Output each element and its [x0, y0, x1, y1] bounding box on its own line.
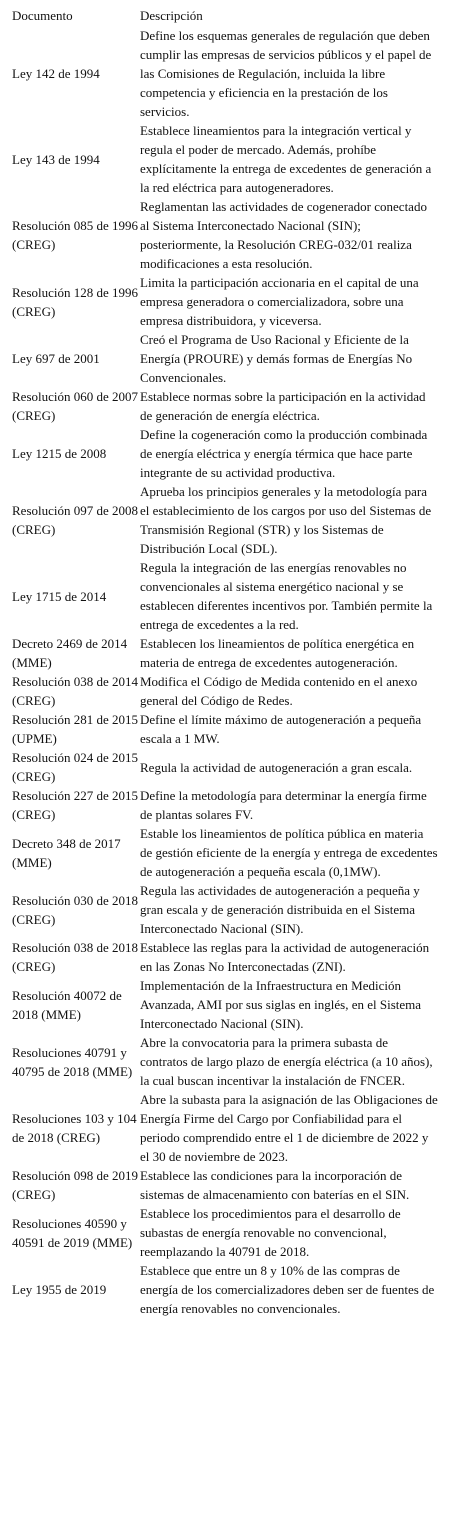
row-description: Establece las reglas para la actividad de autogeneración en las Zonas No Interconectadas (ZNI).: [140, 940, 430, 974]
row-description: Define la cogeneración como la producción combinada de energía eléctrica y energía térmica que hace parte integrante de su actividad productiva.: [140, 427, 428, 480]
row-description: Establece las condiciones para la incorporación de sistemas de almacenamiento con baterías en el SIN.: [140, 1168, 410, 1202]
table-row: [0, 1033, 450, 1090]
row-document: Decreto 2469 de 2014 (MME): [12, 636, 128, 670]
table-row: [0, 634, 450, 672]
row-description: Creó el Programa de Uso Racional y Eficiente de la Energía (PROURE) y demás formas de Energías No Convencionales.: [140, 332, 413, 385]
row-description: Limita la participación accionaria en el capital de una empresa generadora o comercializadora, sobre una empresa distribuidora, y viceversa.: [140, 275, 419, 328]
row-description: Define los esquemas generales de regulación que deben cumplir las empresas de servicios públicos y el papel de las Comisiones de Regulación, incluida la libre competencia y eficiencia en la prestación de los servicios.: [140, 28, 432, 119]
row-description: Modifica el Código de Medida contenido en el anexo general del Código de Redes.: [140, 674, 418, 708]
row-document: Ley 143 de 1994: [12, 151, 100, 167]
table-body: [0, 26, 450, 1318]
table-row: [0, 938, 450, 976]
row-document: Resolución 030 de 2018 (CREG): [12, 892, 139, 927]
row-description: Define el límite máximo de autogeneración a pequeña escala a 1 MW.: [140, 712, 422, 746]
table-row: [0, 976, 450, 1033]
row-description: Establece lineamientos para la integración vertical y regula el poder de mercado. Además, prohíbe explícitamente la entrega de excedentes de generación a la red eléctrica para autogeneradores.: [140, 123, 432, 195]
row-document: Ley 1955 de 2019: [12, 1282, 107, 1297]
row-document: Resolución 060 de 2007 (CREG): [12, 389, 139, 423]
row-document: Ley 1215 de 2008: [12, 446, 107, 461]
row-document: Ley 142 de 1994: [12, 66, 100, 81]
row-description: Establecen los lineamientos de política energética en materia de entrega de excedentes autogeneración.: [140, 636, 415, 670]
table-row: [0, 881, 450, 938]
row-document: Ley 1715 de 2014: [12, 588, 107, 604]
table-row: [0, 1204, 450, 1261]
row-description: Define la metodología para determinar la energía firme de plantas solares FV.: [140, 788, 427, 822]
table-row: [0, 748, 450, 786]
row-document: Resoluciones 40590 y 40591 de 2019 (MME): [12, 1215, 133, 1250]
row-document: Resolución 128 de 1996 (CREG): [12, 284, 139, 319]
row-document: Resoluciones 40791 y 40795 de 2018 (MME): [12, 1044, 133, 1079]
table-row: [0, 26, 450, 121]
row-description: Regula las actividades de autogeneración a pequeña y gran escala y de generación distribuida en el Sistema Interconectado Nacional (SIN).: [140, 883, 420, 936]
table-row: [0, 672, 450, 710]
table-row: [0, 197, 450, 273]
table-row: [0, 786, 450, 824]
table-row: [0, 1166, 450, 1204]
header-description: Descripción: [140, 8, 203, 23]
table-row: [0, 273, 450, 330]
row-description: Reglamentan las actividades de cogenerador conectado al Sistema Interconectado Nacional (SIN); posteriormente, la Resolución CREG-032/01 realiza modificaciones a esta resolución.: [140, 199, 427, 271]
row-description: Abre la subasta para la asignación de las Obligaciones de Energía Firme del Cargo por Confiabilidad para el periodo comprendido entre el 1 de diciembre de 2022 y el 30 de noviembre de 2023.: [140, 1092, 438, 1164]
row-document: Resolución 097 de 2008 (CREG): [12, 503, 139, 537]
row-description: Establece que entre un 8 y 10% de las compras de energía de los comercializadores deben ser de fuentes de energía renovables no convencionales.: [140, 1263, 435, 1316]
table-row: [0, 1090, 450, 1166]
row-description: Aprueba los principios generales y la metodología para el establecimiento de los cargos por uso del Sistemas de Transmisión Regional (STR) y los Sistemas de Distribución Local (SDL).: [140, 484, 432, 556]
row-document: Resolución 085 de 1996 (CREG): [12, 218, 139, 252]
row-description: Regula la integración de las energías renovables no convencionales al sistema energético nacional y se establecen diferentes incentivos por. También permite la entrega de excedentes a la red.: [140, 560, 433, 632]
table-row: [0, 482, 450, 558]
table-row: [0, 558, 450, 634]
table-row: [0, 121, 450, 197]
row-description: Establece los procedimientos para el desarrollo de subastas de energía renovable no convencional, reemplazando la 40791 de 2018.: [140, 1206, 401, 1259]
row-description: Estable los lineamientos de política pública en materia de gestión eficiente de la energía y entrega de excedentes de autogeneración a pequeña escala (0,1MW).: [140, 826, 438, 879]
row-description: Regula la actividad de autogeneración a gran escala.: [140, 759, 413, 775]
table-row: [0, 330, 450, 387]
row-description: Establece normas sobre la participación en la actividad de generación de energía eléctrica.: [140, 389, 426, 423]
row-document: Decreto 348 de 2017 (MME): [12, 835, 121, 870]
table-row: [0, 425, 450, 482]
table-row: [0, 710, 450, 748]
row-document: Resoluciones 103 y 104 de 2018 (CREG): [12, 1111, 137, 1145]
table-row: [0, 824, 450, 881]
table-row: [0, 1261, 450, 1318]
row-document: Resolución 098 de 2019 (CREG): [12, 1168, 139, 1202]
row-document: Resolución 038 de 2018 (CREG): [12, 940, 139, 974]
row-document: Resolución 024 de 2015 (CREG): [12, 750, 139, 784]
table-header: [0, 6, 450, 25]
row-document: Resolución 40072 de 2018 (MME): [12, 987, 122, 1022]
row-description: Implementación de la Infraestructura en Medición Avanzada, AMI por sus siglas en inglés, en el Sistema Interconectado Nacional (SIN).: [140, 978, 422, 1031]
table-row: [0, 387, 450, 425]
row-document: Resolución 038 de 2014 (CREG): [12, 674, 139, 708]
row-document: Resolución 281 de 2015 (UPME): [12, 712, 139, 746]
row-description: Abre la convocatoria para la primera subasta de contratos de largo plazo de energía eléctrica (a 10 años), la cual buscan incentivar la instalación de FNCER.: [140, 1035, 433, 1088]
row-document: Resolución 227 de 2015 (CREG): [12, 788, 139, 822]
row-document: Ley 697 de 2001: [12, 351, 100, 366]
header-document: Documento: [12, 8, 73, 23]
